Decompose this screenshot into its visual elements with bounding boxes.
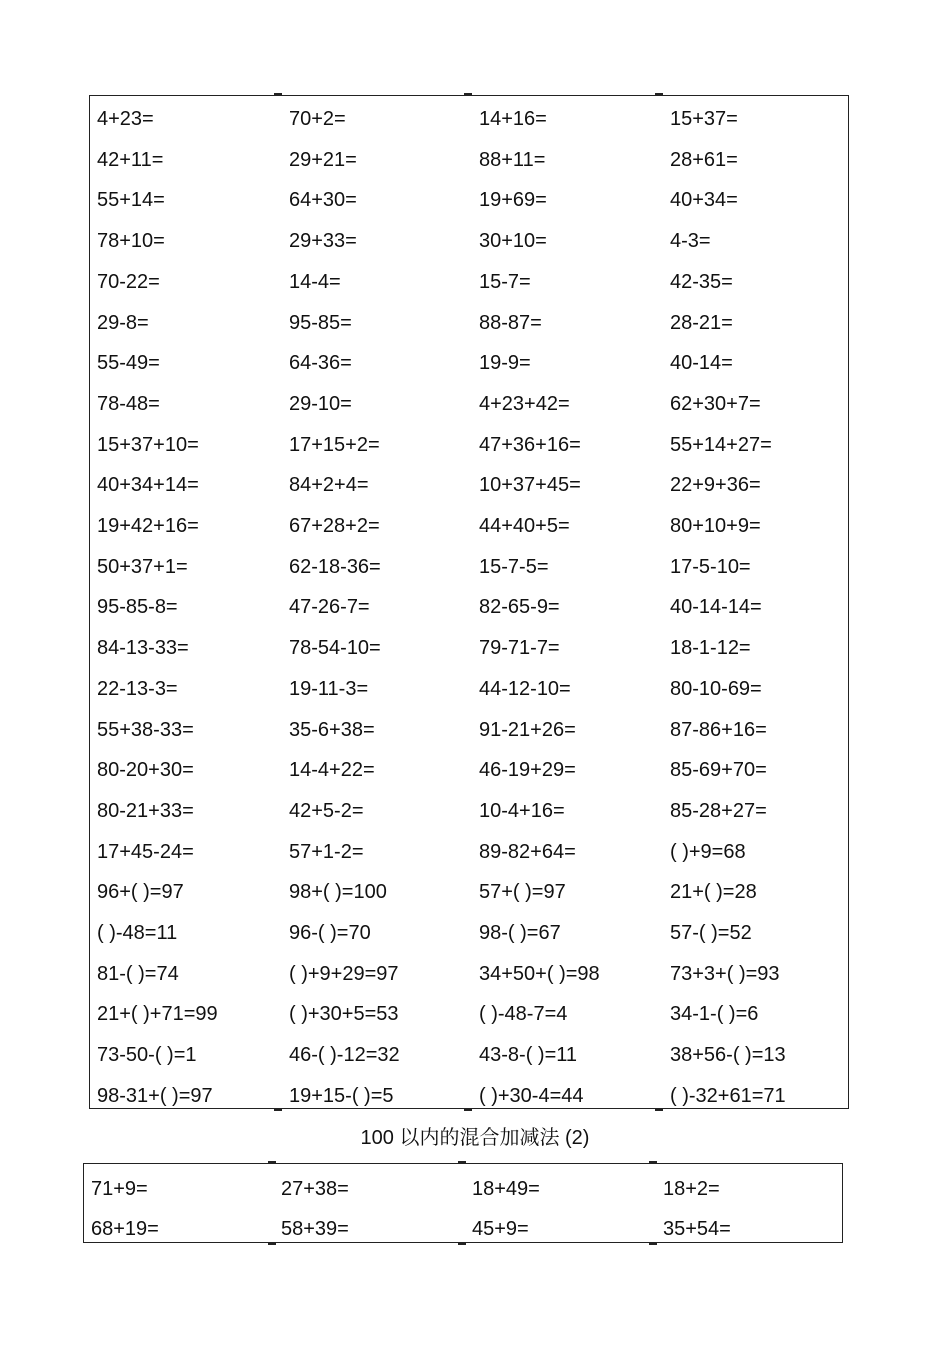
- problem-cell: 19-11-3=: [289, 677, 369, 700]
- column-tick: [268, 1243, 276, 1245]
- problem-cell: 55-49=: [97, 352, 160, 375]
- problem-cell: 64-36=: [289, 352, 352, 375]
- problem-cell: 88+11=: [479, 148, 546, 171]
- problem-cell: 19+42+16=: [97, 515, 199, 537]
- problem-cell: 80-20+30=: [97, 759, 194, 782]
- problem-cell: 80-10-69=: [670, 677, 762, 700]
- problem-cell: 85-69+70=: [670, 759, 767, 782]
- problem-cell: 62-18-36=: [289, 555, 381, 578]
- worksheet-table-2: [83, 1163, 843, 1243]
- problem-cell: 19-9=: [479, 352, 531, 375]
- problem-cell: 71+9=: [91, 1178, 148, 1200]
- column-tick: [274, 1109, 282, 1111]
- problem-cell: ( )-32+61=71: [670, 1084, 786, 1107]
- problem-cell: 42-35=: [670, 270, 733, 293]
- problem-cell: 46-19+29=: [479, 759, 576, 782]
- problem-cell: 84+2+4=: [289, 474, 369, 497]
- problem-cell: 78+10=: [97, 230, 165, 253]
- problem-cell: 35-6+38=: [289, 718, 375, 741]
- problem-cell: 18+49=: [472, 1178, 540, 1200]
- column-tick: [464, 1109, 472, 1111]
- problem-cell: 29-10=: [289, 392, 352, 415]
- problem-cell: 14-4=: [289, 270, 341, 293]
- problem-cell: 55+14+27=: [670, 433, 772, 456]
- problem-cell: 81-( )=74: [97, 962, 179, 985]
- problem-cell: 89-82+64=: [479, 840, 576, 863]
- column-tick: [655, 93, 663, 95]
- problem-cell: 64+30=: [289, 189, 357, 212]
- problem-cell: 28+61=: [670, 148, 738, 171]
- worksheet-table-1: [89, 95, 849, 1109]
- problem-cell: ( )+30-4=44: [479, 1084, 584, 1107]
- problem-cell: 29-8=: [97, 311, 149, 334]
- section-2-title: 100 以内的混合加减法 (2): [360, 1127, 590, 1149]
- problem-cell: 57+1-2=: [289, 840, 364, 863]
- problem-cell: 87-86+16=: [670, 718, 767, 741]
- problem-cell: 42+11=: [97, 148, 164, 171]
- problem-cell: 19+15-( )=5: [289, 1084, 394, 1107]
- problem-cell: 10-4+16=: [479, 799, 565, 822]
- problem-grid-2: [84, 1164, 842, 1242]
- problem-cell: 62+30+7=: [670, 392, 761, 415]
- problem-cell: 40+34+14=: [97, 474, 199, 497]
- problem-cell: 98-( )=67: [479, 922, 561, 944]
- problem-cell: 91-21+26=: [479, 718, 576, 741]
- problem-cell: 22+9+36=: [670, 474, 761, 497]
- problem-cell: 45+9=: [472, 1218, 529, 1240]
- problem-cell: 47+36+16=: [479, 433, 581, 456]
- problem-cell: 18+2=: [663, 1178, 720, 1200]
- problem-cell: 34+50+( )=98: [479, 962, 600, 985]
- problem-cell: 15+37=: [670, 108, 738, 130]
- column-tick: [274, 93, 282, 95]
- column-tick: [458, 1161, 466, 1163]
- problem-cell: 15-7-5=: [479, 555, 549, 578]
- problem-cell: 28-21=: [670, 311, 733, 334]
- problem-cell: 78-54-10=: [289, 637, 381, 660]
- problem-cell: 79-71-7=: [479, 637, 560, 660]
- problem-cell: 78-48=: [97, 392, 160, 415]
- problem-cell: ( )+9+29=97: [289, 962, 399, 985]
- problem-cell: 58+39=: [281, 1218, 349, 1240]
- problem-cell: ( )+30+5=53: [289, 1003, 399, 1026]
- problem-cell: ( )-48=11: [97, 922, 178, 944]
- problem-cell: 47-26-7=: [289, 596, 370, 619]
- problem-cell: 29+21=: [289, 148, 357, 171]
- problem-cell: 82-65-9=: [479, 596, 560, 619]
- problem-cell: 4+23+42=: [479, 392, 570, 415]
- problem-cell: 27+38=: [281, 1178, 349, 1200]
- problem-cell: 38+56-( )=13: [670, 1044, 786, 1067]
- problem-cell: 40-14=: [670, 352, 733, 375]
- problem-cell: 21+( )+71=99: [97, 1003, 218, 1026]
- problem-cell: 98-31+( )=97: [97, 1084, 213, 1107]
- problem-cell: 15+37+10=: [97, 433, 199, 456]
- problem-cell: 35+54=: [663, 1218, 731, 1240]
- problem-cell: 73+3+( )=93: [670, 962, 780, 985]
- problem-cell: 70+2=: [289, 108, 346, 130]
- problem-cell: 88-87=: [479, 311, 542, 334]
- problem-cell: 84-13-33=: [97, 637, 189, 660]
- problem-cell: 43-8-( )=11: [479, 1044, 578, 1067]
- problem-cell: 18-1-12=: [670, 637, 751, 660]
- problem-cell: 21+( )=28: [670, 881, 757, 904]
- problem-cell: 95-85=: [289, 311, 352, 334]
- problem-cell: 50+37+1=: [97, 555, 188, 578]
- problem-cell: ( )+9=68: [670, 840, 746, 863]
- column-tick: [458, 1243, 466, 1245]
- problem-cell: 17+15+2=: [289, 433, 380, 456]
- problem-cell: 73-50-( )=1: [97, 1044, 197, 1067]
- problem-cell: 85-28+27=: [670, 799, 767, 822]
- problem-cell: 46-( )-12=32: [289, 1044, 400, 1067]
- column-tick: [464, 93, 472, 95]
- problem-cell: 96-( )=70: [289, 922, 371, 944]
- problem-cell: 44-12-10=: [479, 677, 571, 700]
- problem-cell: 4-3=: [670, 230, 711, 253]
- column-tick: [649, 1161, 657, 1163]
- problem-cell: 42+5-2=: [289, 799, 364, 822]
- problem-cell: 22-13-3=: [97, 677, 178, 700]
- problem-cell: 44+40+5=: [479, 515, 570, 537]
- problem-cell: 14+16=: [479, 108, 547, 130]
- problem-cell: 57-( )=52: [670, 922, 752, 944]
- problem-cell: 17-5-10=: [670, 555, 751, 578]
- problem-cell: ( )-48-7=4: [479, 1003, 568, 1026]
- problem-cell: 15-7=: [479, 270, 531, 293]
- problem-cell: 55+14=: [97, 189, 165, 212]
- problem-cell: 80+10+9=: [670, 515, 761, 537]
- problem-cell: 96+( )=97: [97, 881, 184, 904]
- problem-cell: 19+69=: [479, 189, 547, 212]
- column-tick: [268, 1161, 276, 1163]
- problem-grid-1: [90, 96, 848, 1108]
- problem-cell: 55+38-33=: [97, 718, 194, 741]
- problem-cell: 57+( )=97: [479, 881, 566, 904]
- column-tick: [649, 1243, 657, 1245]
- problem-cell: 29+33=: [289, 230, 357, 253]
- problem-cell: 14-4+22=: [289, 759, 375, 782]
- column-tick: [655, 1109, 663, 1111]
- problem-cell: 98+( )=100: [289, 881, 387, 904]
- problem-cell: 40-14-14=: [670, 596, 762, 619]
- problem-cell: 10+37+45=: [479, 474, 581, 497]
- problem-cell: 95-85-8=: [97, 596, 178, 619]
- problem-cell: 68+19=: [91, 1218, 159, 1240]
- problem-cell: 40+34=: [670, 189, 738, 212]
- problem-cell: 67+28+2=: [289, 515, 380, 537]
- problem-cell: 70-22=: [97, 270, 160, 293]
- problem-cell: 4+23=: [97, 108, 154, 130]
- problem-cell: 30+10=: [479, 230, 547, 253]
- problem-cell: 34-1-( )=6: [670, 1003, 759, 1026]
- problem-cell: 80-21+33=: [97, 799, 194, 822]
- problem-cell: 17+45-24=: [97, 840, 194, 863]
